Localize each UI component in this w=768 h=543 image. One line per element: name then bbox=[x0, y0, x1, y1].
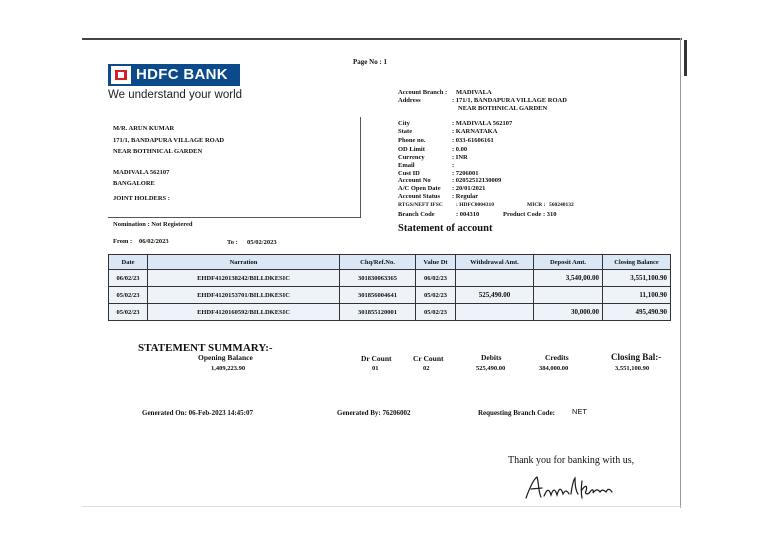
cell-narration: EHDF4120160592/BILLDKESIC bbox=[148, 304, 340, 321]
cell-closing: 3,551,100.90 bbox=[603, 270, 671, 287]
opening-balance-label: Opening Balance bbox=[198, 353, 253, 362]
summary-title: STATEMENT SUMMARY:- bbox=[138, 342, 273, 354]
to-label: To : bbox=[227, 239, 238, 246]
thank-you-note: Thank you for banking with us, bbox=[508, 455, 635, 466]
bank-logo bbox=[108, 64, 240, 86]
from-label: From : bbox=[113, 238, 133, 245]
cell-value-date: 06/02/23 bbox=[416, 270, 456, 287]
field-od-limit-value: : 0.00 bbox=[452, 146, 468, 153]
requesting-branch-value: NET bbox=[572, 407, 587, 416]
field-od-limit-label: OD Limit bbox=[398, 146, 425, 153]
customer-address-box bbox=[108, 117, 361, 218]
page-number: Page No : 1 bbox=[353, 58, 388, 66]
field-city-value: : MADIVALA 562107 bbox=[452, 120, 513, 127]
closing-balance-value: 3,551,100.90 bbox=[615, 365, 650, 372]
rtgs-value: : HDFC0004310 bbox=[456, 202, 495, 208]
signature-icon bbox=[520, 473, 616, 503]
cell-withdrawal bbox=[456, 270, 534, 287]
cr-count-label: Cr Count bbox=[413, 354, 444, 363]
field-account-no-label: Account No bbox=[398, 177, 431, 184]
cell-narration: EHDF4120138242/BILLDKESIC bbox=[148, 270, 340, 287]
field-email-value: : bbox=[452, 162, 455, 169]
cell-deposit: 30,000.00 bbox=[534, 304, 603, 321]
field-state-value: : KARNATAKA bbox=[452, 128, 498, 135]
cell-deposit bbox=[534, 287, 603, 304]
branch-code-label: Branch Code bbox=[398, 211, 435, 218]
col-header-date: Date bbox=[109, 255, 148, 270]
generated-on: Generated On: 06-Feb-2023 14:45:07 bbox=[142, 409, 254, 417]
joint-holders: JOINT HOLDERS : bbox=[113, 195, 170, 202]
account-branch-label: Account Branch : bbox=[398, 89, 448, 96]
generated-by: Generated By: 76206002 bbox=[337, 409, 411, 417]
rtgs-label: RTGS/NEFT IFSC bbox=[398, 202, 443, 208]
cell-deposit: 3,540,00.00 bbox=[534, 270, 603, 287]
cell-closing: 11,100.90 bbox=[603, 287, 671, 304]
bank-tagline: We understand your world bbox=[108, 89, 243, 101]
transactions-table bbox=[108, 254, 671, 321]
field-phone-value: : 033-61606161 bbox=[452, 137, 494, 144]
micr-label: MICR : bbox=[527, 202, 546, 208]
requesting-branch-label: Requesting Branch Code: bbox=[478, 409, 556, 417]
page-bottom-rule bbox=[82, 506, 682, 507]
field-cust-id-label: Cust ID bbox=[398, 170, 420, 177]
table-row bbox=[109, 287, 671, 304]
debits-label: Debits bbox=[481, 353, 502, 362]
branch-code-value: : 004310 bbox=[456, 211, 480, 218]
from-date: 06/02/2023 bbox=[139, 238, 169, 245]
cell-ref: 301830063365 bbox=[340, 270, 416, 287]
customer-name: M/R. ARUN KUMAR bbox=[113, 125, 175, 132]
col-header-deposit: Deposit Amt. bbox=[534, 255, 603, 270]
account-address-value1: : 171/1, BANDAPURA VILLAGE ROAD bbox=[452, 97, 567, 104]
cell-date: 06/02/23 bbox=[109, 270, 148, 287]
field-city-label: City bbox=[398, 120, 410, 127]
table-row bbox=[109, 270, 671, 287]
field-open-date-label: A/C Open Date bbox=[398, 185, 441, 192]
account-address-label: Address bbox=[398, 97, 421, 104]
cell-narration: EHDF4120153701/BILLDKESIC bbox=[148, 287, 340, 304]
to-date: 05/02/2023 bbox=[247, 239, 277, 246]
credits-label: Credits bbox=[545, 353, 569, 362]
field-status-label: Account Status bbox=[398, 193, 441, 200]
bank-logo-text: HDFC BANK bbox=[136, 66, 228, 83]
statement-title: Statement of account bbox=[398, 223, 493, 234]
cell-withdrawal: 525,490.00 bbox=[456, 287, 534, 304]
cell-ref: 301856004641 bbox=[340, 287, 416, 304]
micr-value: 560240132 bbox=[549, 202, 574, 208]
field-state-label: State bbox=[398, 128, 413, 135]
table-header-row bbox=[109, 255, 671, 270]
field-currency-value: : INR bbox=[452, 154, 468, 161]
customer-address-line1: 171/1, BANDAPURA VILLAGE ROAD bbox=[113, 137, 225, 144]
cell-date: 05/02/23 bbox=[109, 287, 148, 304]
page-right-mark bbox=[684, 40, 687, 76]
cell-value-date: 05/02/23 bbox=[416, 304, 456, 321]
account-address-value2: NEAR BOTHNICAL GARDEN bbox=[458, 105, 548, 112]
cell-value-date: 05/02/23 bbox=[416, 287, 456, 304]
col-header-ref: Chq/Ref.No. bbox=[340, 255, 416, 270]
customer-city-pin: MADIVALA 562107 bbox=[113, 169, 170, 176]
credits-value: 384,000.00 bbox=[539, 365, 569, 372]
field-status-value: : Regular bbox=[452, 193, 479, 200]
field-account-no-value: : 02052512130009 bbox=[452, 177, 502, 184]
page-right-rule bbox=[680, 38, 681, 508]
field-open-date-value: : 20/01/2021 bbox=[452, 185, 486, 192]
table-row bbox=[109, 304, 671, 321]
bank-logo-mark-icon bbox=[111, 66, 131, 84]
account-branch-value: MADIVALA bbox=[456, 89, 492, 96]
col-header-withdrawal: Withdrawal Amt. bbox=[456, 255, 534, 270]
cell-ref: 301855120001 bbox=[340, 304, 416, 321]
dr-count-value: 01 bbox=[372, 365, 379, 372]
nomination: Nomination : Not Registered bbox=[113, 221, 193, 228]
cell-date: 05/02/23 bbox=[109, 304, 148, 321]
cell-withdrawal bbox=[456, 304, 534, 321]
field-currency-label: Currency bbox=[398, 154, 425, 161]
cell-closing: 495,490.90 bbox=[603, 304, 671, 321]
cr-count-value: 02 bbox=[423, 365, 430, 372]
customer-address-line2: NEAR BOTHNICAL GARDEN bbox=[113, 148, 203, 155]
col-header-closing: Closing Balance bbox=[603, 255, 671, 270]
field-phone-label: Phone no. bbox=[398, 137, 426, 144]
col-header-narration: Narration bbox=[148, 255, 340, 270]
customer-city: BANGALORE bbox=[113, 180, 155, 187]
product-code: Product Code : 310 bbox=[503, 211, 557, 218]
field-cust-id-value: : 7206001 bbox=[452, 170, 479, 177]
page-top-rule bbox=[82, 38, 682, 40]
dr-count-label: Dr Count bbox=[361, 354, 392, 363]
closing-balance-label: Closing Bal:- bbox=[611, 352, 662, 362]
col-header-value-date: Value Dt bbox=[416, 255, 456, 270]
opening-balance-value: 1,409,223.90 bbox=[211, 365, 246, 372]
field-email-label: Email bbox=[398, 162, 415, 169]
debits-value: 525,490.00 bbox=[476, 365, 506, 372]
